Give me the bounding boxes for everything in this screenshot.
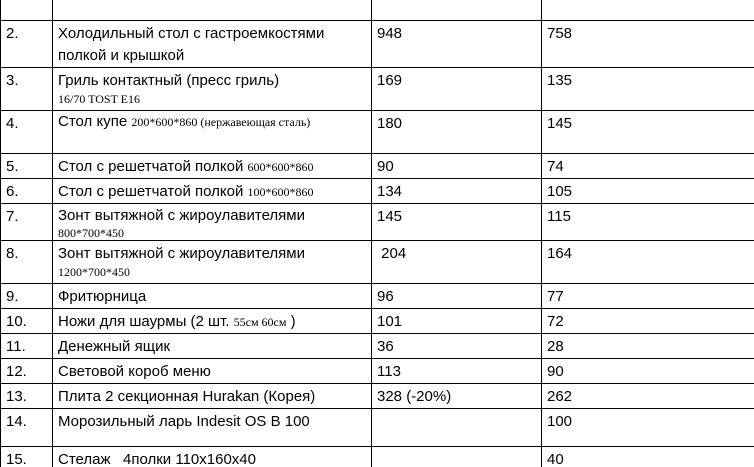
item-name-cell (53, 111, 372, 154)
row-number-cell: 6. (1, 179, 53, 204)
item-name-cell: Стелаж 4полки 110х160х40 (53, 447, 372, 467)
price-b-cell: 72 (542, 309, 754, 334)
price-a-cell (372, 447, 542, 467)
table-row (1, 0, 754, 21)
item-dimensions: 600*600*860 (247, 160, 314, 174)
row-number-cell: 8. (1, 241, 53, 284)
item-model-note: 800*700*450 (58, 226, 124, 240)
item-dimensions: 55см 60см (233, 315, 287, 329)
price-b-cell: 758 (542, 21, 754, 68)
price-b-cell: 262 (542, 384, 754, 409)
item-name-text: Стол с решетчатой полкой (58, 183, 244, 200)
item-name-cell (53, 309, 372, 334)
price-a-cell: 180 (372, 111, 542, 154)
price-a-cell: 169 (372, 68, 542, 111)
item-name-text: Гриль контактный (пресс гриль) (58, 72, 280, 89)
table-row (1, 111, 754, 154)
item-name-cell: Холодильный стол с гастроемкостями полкой и крышкой (53, 21, 372, 68)
price-b-cell: 77 (542, 284, 754, 309)
price-b-cell: 100 (542, 409, 754, 447)
price-a-cell: 948 (372, 21, 542, 68)
row-number-cell: 14. (1, 409, 53, 447)
row-number-cell: 7. (1, 204, 53, 241)
item-name-cell: Денежный ящик (53, 334, 372, 359)
item-name-text: Зонт вытяжной с жироулавителями (58, 245, 305, 262)
price-a-cell: 204 (372, 241, 542, 284)
table-row (1, 21, 754, 68)
price-b-cell (542, 0, 754, 21)
price-a-cell: 145 (372, 204, 542, 241)
row-number-cell: 2. (1, 21, 53, 68)
price-a-cell: 113 (372, 359, 542, 384)
row-number-cell: 3. (1, 68, 53, 111)
price-a-cell: 96 (372, 284, 542, 309)
table-row (1, 447, 754, 467)
table-row (1, 284, 754, 309)
row-number-cell: 15. (1, 447, 53, 467)
price-a-cell: 134 (372, 179, 542, 204)
table-row (1, 359, 754, 384)
row-number-cell: 10. (1, 309, 53, 334)
price-b-cell: 105 (542, 179, 754, 204)
price-a-cell: 90 (372, 154, 542, 179)
price-a-cell (372, 0, 542, 21)
table-row (1, 154, 754, 179)
item-model-note: 1200*700*450 (58, 265, 130, 279)
item-name-cell: Световой короб меню (53, 359, 372, 384)
table-row (1, 68, 754, 111)
price-b-cell: 115 (542, 204, 754, 241)
price-b-cell: 90 (542, 359, 754, 384)
item-dimensions: 100*600*860 (247, 185, 314, 199)
table-row (1, 334, 754, 359)
item-name-text: Ножи для шаурмы (2 шт. (58, 313, 230, 330)
price-b-cell: 74 (542, 154, 754, 179)
item-name-cell (53, 0, 372, 21)
table-row (1, 204, 754, 241)
table-row (1, 309, 754, 334)
table-row (1, 384, 754, 409)
table-row (1, 409, 754, 447)
item-name-text: Стол купе (58, 113, 128, 130)
item-name-cell: Морозильный ларь Indesit OS B 100 (53, 409, 372, 447)
row-number-cell: 9. (1, 284, 53, 309)
price-b-cell: 164 (542, 241, 754, 284)
row-number-cell: 5. (1, 154, 53, 179)
table-row (1, 241, 754, 284)
item-dimensions: 200*600*860 (нержавеющая сталь) (131, 115, 311, 129)
price-b-cell: 135 (542, 68, 754, 111)
price-a-cell (372, 409, 542, 447)
row-number-cell: 4. (1, 111, 53, 154)
item-name-cell: Фритюрница (53, 284, 372, 309)
item-name-cell (53, 241, 372, 284)
row-number-cell: 12. (1, 359, 53, 384)
item-name-cell (53, 204, 372, 241)
price-b-cell: 40 (542, 447, 754, 467)
item-model-note: 16/70 TOST E16 (58, 92, 141, 106)
price-a-cell: 36 (372, 334, 542, 359)
table-row (1, 179, 754, 204)
item-name-tail: ) (286, 313, 296, 330)
row-number-cell (1, 0, 53, 21)
item-name-text: Стол с решетчатой полкой (58, 158, 244, 175)
row-number-cell: 11. (1, 334, 53, 359)
item-name-cell (53, 154, 372, 179)
price-b-cell: 145 (542, 111, 754, 154)
price-a-cell: 101 (372, 309, 542, 334)
price-b-cell: 28 (542, 334, 754, 359)
price-a-cell: 328 (-20%) (372, 384, 542, 409)
item-name-text: Зонт вытяжной с жироулавителями (58, 207, 305, 224)
item-name-cell (53, 179, 372, 204)
item-name-cell: Плита 2 секционная Hurakan (Корея) (53, 384, 372, 409)
item-name-cell (53, 68, 372, 111)
row-number-cell: 13. (1, 384, 53, 409)
